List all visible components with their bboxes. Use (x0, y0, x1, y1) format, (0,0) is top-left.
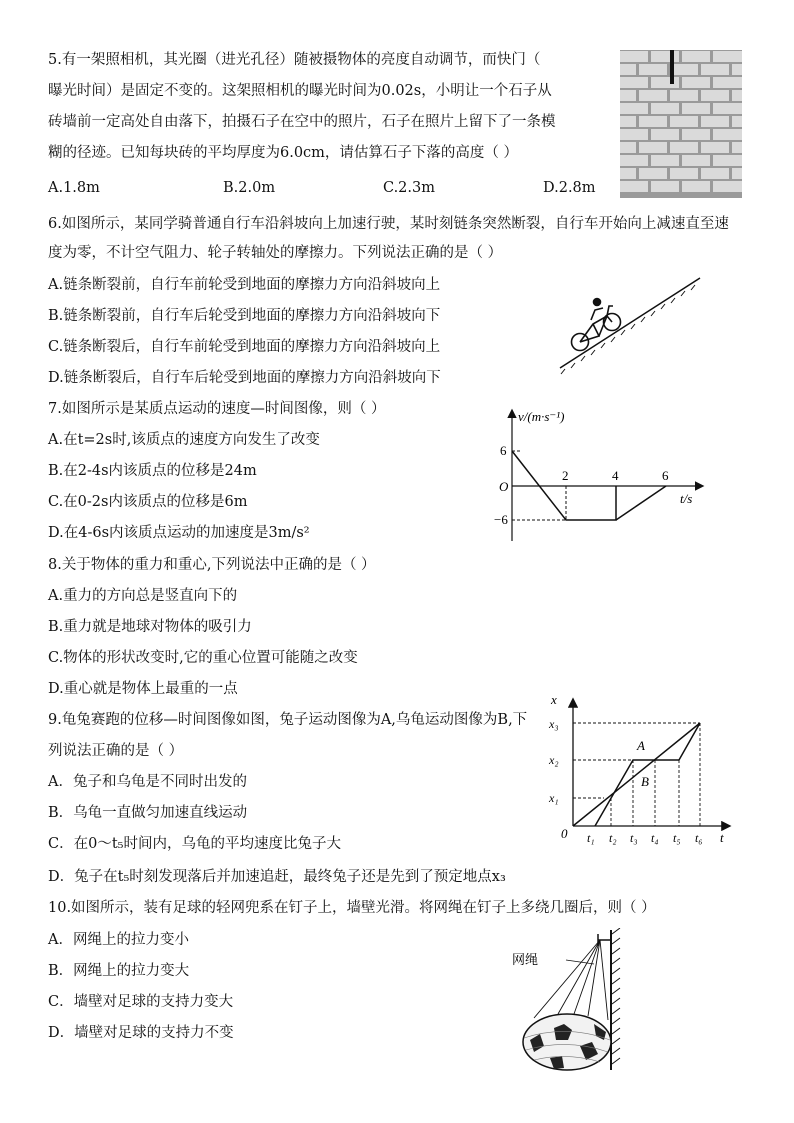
q5-option-b: B.2.0m (223, 180, 276, 196)
q5-line-1: 5.有一架照相机，其光圈（进光孔径）随被摄物体的亮度自动调节，而快门（ (48, 52, 541, 68)
q7-option-a: A.在t=2s时,该质点的速度方向发生了改变 (48, 432, 320, 448)
q6-option-c: C.链条断裂后，自行车前轮受到地面的摩擦力方向沿斜坡向上 (48, 339, 441, 355)
football-net-figure (510, 928, 630, 1073)
t-axis-label: t/s (680, 491, 693, 506)
q5-option-d: D.2.8m (543, 180, 596, 196)
q10-stem: 10.如图所示，装有足球的轻网兜系在钉子上，墙壁光滑。将网绳在钉子上多绕几圈后，则（ ） (48, 900, 656, 916)
q9-option-d: D．兔子在t₅时刻发现落后并加速追赶，最终兔子还是先到了预定地点x₃ (48, 869, 506, 885)
q5-option-c: C.2.3m (383, 180, 435, 196)
xtick-t6: t₆ (695, 831, 703, 845)
q6-option-b: B.链条断裂前，自行车后轮受到地面的摩擦力方向沿斜坡向下 (48, 308, 441, 324)
bicycle-icon (572, 299, 621, 351)
brick-wall-photo (620, 50, 742, 198)
q10-option-a: A．网绳上的拉力变小 (48, 932, 189, 948)
q10-option-b: B．网绳上的拉力变大 (48, 963, 190, 979)
xtick-t4: t₄ (651, 831, 659, 845)
q5-option-a: A.1.8m (48, 180, 100, 196)
xtick-t5: t₅ (673, 831, 681, 845)
q10-option-d: D．墙壁对足球的支持力不变 (48, 1025, 234, 1041)
xtick-2: 2 (562, 468, 569, 483)
q9-line-1: 9.龟兔赛跑的位移—时间图像如图，兔子运动图像为A,乌龟运动图像为B,下 (48, 712, 528, 728)
bicycle-on-slope-figure (555, 270, 705, 375)
x-axis-label: x (551, 692, 557, 707)
ytick-x2: x₂ (549, 753, 559, 767)
q5-line-2: 曝光时间）是固定不变的。这架照相机的曝光时间为0.02s，小明让一个石子从 (48, 83, 552, 99)
q8-option-a: A.重力的方向总是竖直向下的 (48, 588, 238, 604)
q9-option-b: B．乌龟一直做匀加速直线运动 (48, 805, 248, 821)
v-axis-label: v/(m·s⁻¹) (518, 409, 565, 424)
curve-a-label: A (637, 738, 645, 753)
q6-line-2: 度为零，不计空气阻力、轮子转轴处的摩擦力。下列说法正确的是（ ） (48, 245, 503, 261)
q10-option-c: C．墙壁对足球的支持力变大 (48, 994, 234, 1010)
velocity-time-graph (492, 405, 707, 545)
q5-line-4: 糊的径迹。已知每块砖的平均厚度为6.0cm，请估算石子下落的高度（ ） (48, 145, 519, 161)
xtick-t1: t₁ (587, 831, 595, 845)
q6-line-1: 6.如图所示，某同学骑普通自行车沿斜坡向上加速行驶，某时刻链条突然断裂，自行车开始向上减速直至速 (48, 216, 729, 232)
ytick-x3: x₃ (549, 717, 559, 731)
q9-option-a: A．兔子和乌龟是不同时出发的 (48, 774, 247, 790)
q7-option-b: B.在2-4s内该质点的位移是24m (48, 463, 257, 479)
q5-line-3: 砖墙前一定高处自由落下，拍摄石子在空中的照片，石子在照片上留下了一条模 (48, 114, 556, 130)
q9-line-2: 列说法正确的是（ ） (48, 743, 184, 759)
q8-stem: 8.关于物体的重力和重心,下列说法中正确的是（ ） (48, 557, 376, 573)
football-icon (523, 1014, 611, 1070)
q6-option-d: D.链条断裂后，自行车后轮受到地面的摩擦力方向沿斜坡向下 (48, 370, 441, 386)
xtick-t2: t₂ (609, 831, 617, 845)
stone-blur-trace (670, 50, 674, 84)
q6-option-a: A.链条断裂前，自行车前轮受到地面的摩擦力方向沿斜坡向上 (48, 277, 441, 293)
net-rope-label: 网绳 (512, 952, 539, 967)
origin-label: 0 (561, 826, 568, 841)
ytick-x1: x₁ (549, 791, 559, 805)
q7-option-d: D.在4-6s内该质点运动的加速度是3m/s² (48, 525, 310, 541)
q7-option-c: C.在0-2s内该质点的位移是6m (48, 494, 248, 510)
q8-option-d: D.重心就是物体上最重的一点 (48, 681, 238, 697)
net-strings (534, 940, 608, 1020)
q7-stem: 7.如图所示是某质点运动的速度—时间图像，则（ ） (48, 401, 386, 417)
curve-b-label: B (641, 774, 649, 789)
xtick-4: 4 (612, 468, 619, 483)
ytick-neg6: −6 (494, 512, 508, 527)
origin-label: O (499, 479, 509, 494)
q9-option-c: C．在0～t₅时间内，乌龟的平均速度比兔子大 (48, 836, 341, 852)
q8-option-c: C.物体的形状改变时,它的重心位置可能随之改变 (48, 650, 358, 666)
position-time-graph (545, 688, 735, 850)
t-axis-label: t (720, 830, 724, 845)
xtick-t3: t₃ (630, 831, 638, 845)
xtick-6: 6 (662, 468, 669, 483)
ytick-6: 6 (500, 443, 507, 458)
q8-option-b: B.重力就是地球对物体的吸引力 (48, 619, 252, 635)
